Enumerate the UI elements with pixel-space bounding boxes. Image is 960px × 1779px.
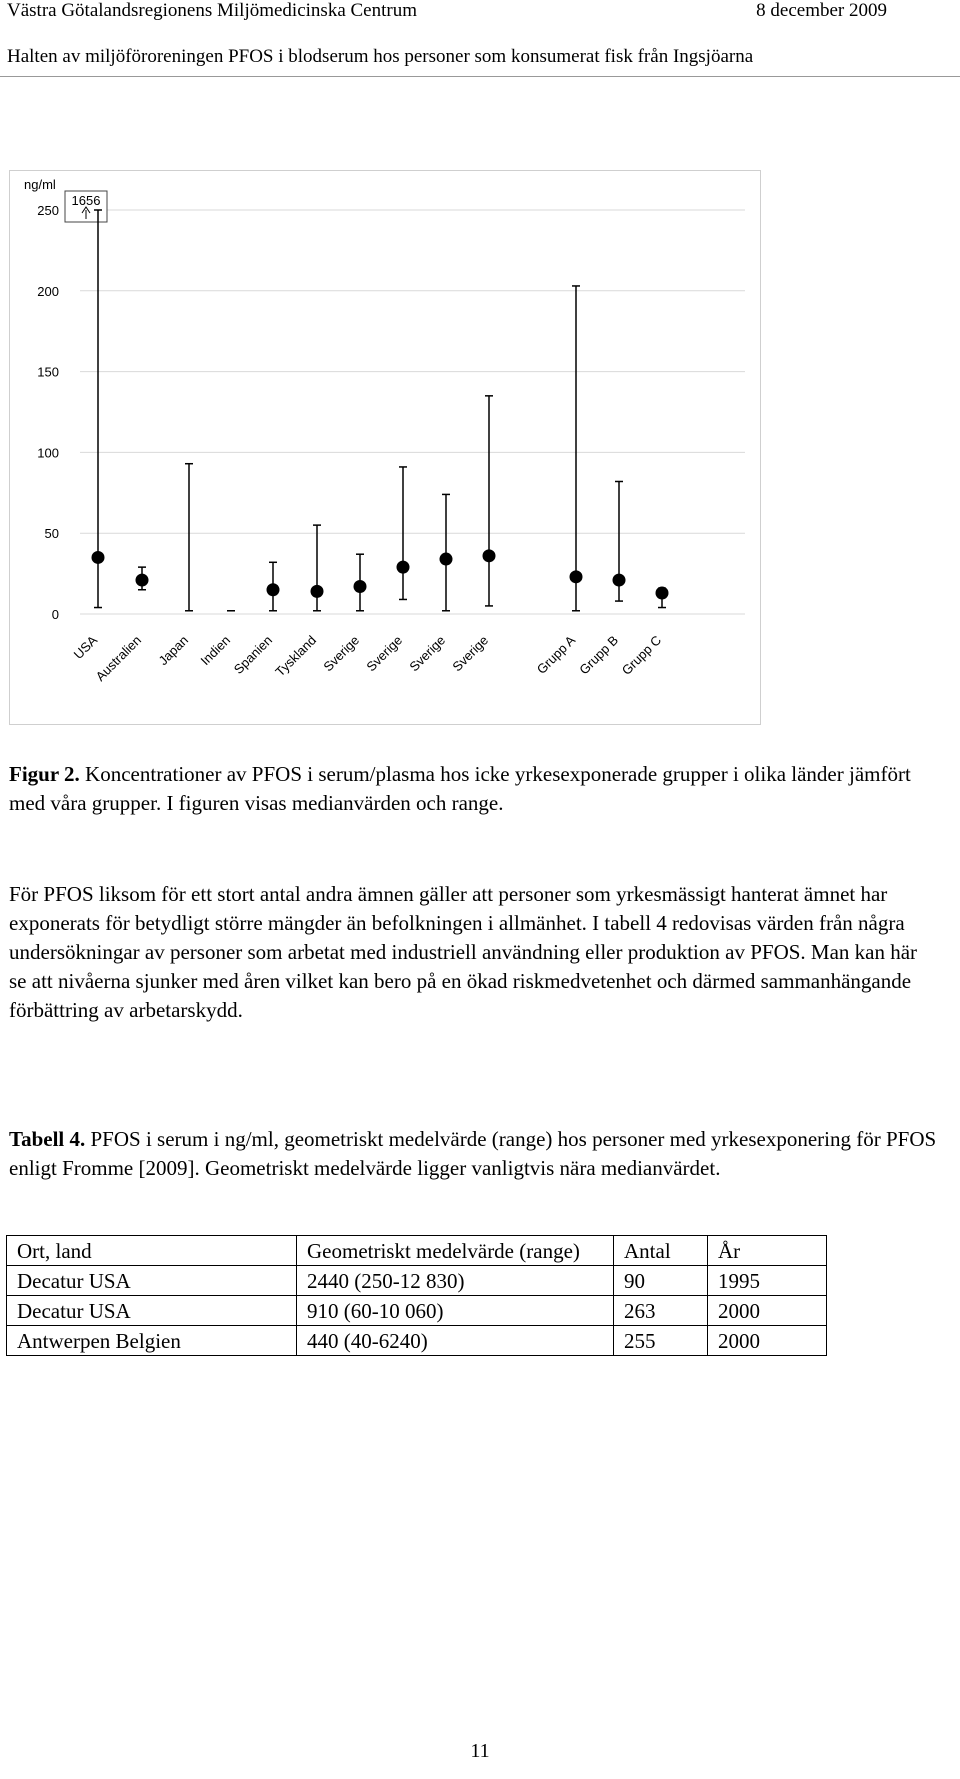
table-cell: 1995 (708, 1266, 827, 1296)
x-tick-label: Japan (155, 632, 192, 669)
table-cell: 2440 (250-12 830) (297, 1266, 614, 1296)
y-tick-label: 250 (37, 203, 59, 218)
figure-caption-text: Koncentrationer av PFOS i serum/plasma hos icke yrkesexponerade grupper i olika länder jämfört med våra grupper. I figuren visas medianvärden och range. (9, 762, 911, 815)
header-date: 8 december 2009 (756, 0, 887, 21)
table-header-row (7, 1236, 827, 1266)
y-tick-label: 0 (51, 607, 59, 622)
header-organization: Västra Götalandsregionens Miljömedicinska Centrum (7, 0, 417, 21)
chart-svg (10, 171, 762, 726)
table-cell: 263 (614, 1296, 708, 1326)
median-point (613, 574, 626, 587)
table-row (7, 1326, 827, 1356)
x-tick-label: Grupp B (576, 632, 622, 678)
x-tick-label: Sverige (363, 632, 406, 675)
table-header-cell: Geometriskt medelvärde (range) (297, 1236, 614, 1266)
table-cell: 910 (60-10 060) (297, 1296, 614, 1326)
x-tick-label: Grupp C (618, 632, 665, 678)
x-tick-label: Australien (92, 632, 145, 685)
median-point (354, 580, 367, 593)
x-tick-label: Sverige (406, 632, 449, 675)
y-tick-label: 150 (37, 364, 59, 380)
table-cell: 90 (614, 1266, 708, 1296)
x-tick-label: Spanien (230, 632, 276, 677)
median-point (656, 586, 669, 599)
median-point (92, 551, 105, 564)
table-cell: 440 (40-6240) (297, 1326, 614, 1356)
x-tick-label: Sverige (320, 632, 363, 675)
callout-label: 1656 (71, 193, 101, 208)
x-tick-label: Indien (197, 632, 234, 669)
figure-caption-label: Figur 2. (9, 762, 80, 786)
y-tick-label: 50 (44, 526, 59, 542)
median-point (483, 549, 496, 562)
x-tick-label: Grupp A (533, 632, 579, 677)
page-header (7, 0, 887, 24)
table-caption-text: PFOS i serum i ng/ml, geometriskt medelvärde (range) hos personer med yrkesexponering för PFOS enligt Fromme [2009]. Geometriskt medelvärde ligger vanligtvis nära medianvärdet. (9, 1127, 937, 1180)
x-tick-label: Sverige (449, 632, 492, 675)
table-caption (9, 1125, 939, 1183)
table-header-cell: Ort, land (7, 1236, 297, 1266)
report-title: Halten av miljöföroreningen PFOS i blodserum hos personer som konsumerat fisk från Ingsjöarna (7, 46, 754, 67)
table-caption-label: Tabell 4. (9, 1127, 86, 1151)
page-number: 11 (470, 1740, 490, 1762)
median-point (311, 585, 324, 598)
table-cell: 255 (614, 1326, 708, 1356)
y-tick-label: 100 (37, 445, 59, 461)
median-point (136, 574, 149, 587)
table-cell: Decatur USA (7, 1296, 297, 1326)
median-point (440, 553, 453, 566)
table-cell: 2000 (708, 1326, 827, 1356)
y-tick-label: 200 (37, 283, 59, 299)
median-point (570, 570, 583, 583)
table-header-cell: Antal (614, 1236, 708, 1266)
median-point (397, 561, 410, 574)
body-paragraph: För PFOS liksom för ett stort antal andra ämnen gäller att personer som yrkesmässigt hanterat ämnet har exponerats för betydligt större mängder än befolkningen i allmänhet. I tabell 4 redovisas värden från några undersökningar av personer som arbetat med industriell användning eller produktion av PFOS. Man kan här se att nivåerna sjunker med åren vilket kan bero på en ökad riskmedvetenhet och därmed sammanhängande förbättring av arbetarskydd. (9, 882, 918, 1022)
table-cell: Decatur USA (7, 1266, 297, 1296)
header-divider (0, 76, 960, 77)
table-row (7, 1296, 827, 1326)
figure-chart (9, 170, 761, 725)
table-row (7, 1266, 827, 1296)
figure-caption (9, 760, 939, 818)
x-tick-label: USA (70, 632, 101, 663)
x-tick-label: Tyskland (272, 632, 320, 680)
median-point (267, 583, 280, 596)
data-table (6, 1235, 827, 1356)
table-cell: Antwerpen Belgien (7, 1326, 297, 1356)
y-axis-label: ng/ml (24, 177, 56, 192)
table-cell: 2000 (708, 1296, 827, 1326)
table-header-cell: År (708, 1236, 827, 1266)
